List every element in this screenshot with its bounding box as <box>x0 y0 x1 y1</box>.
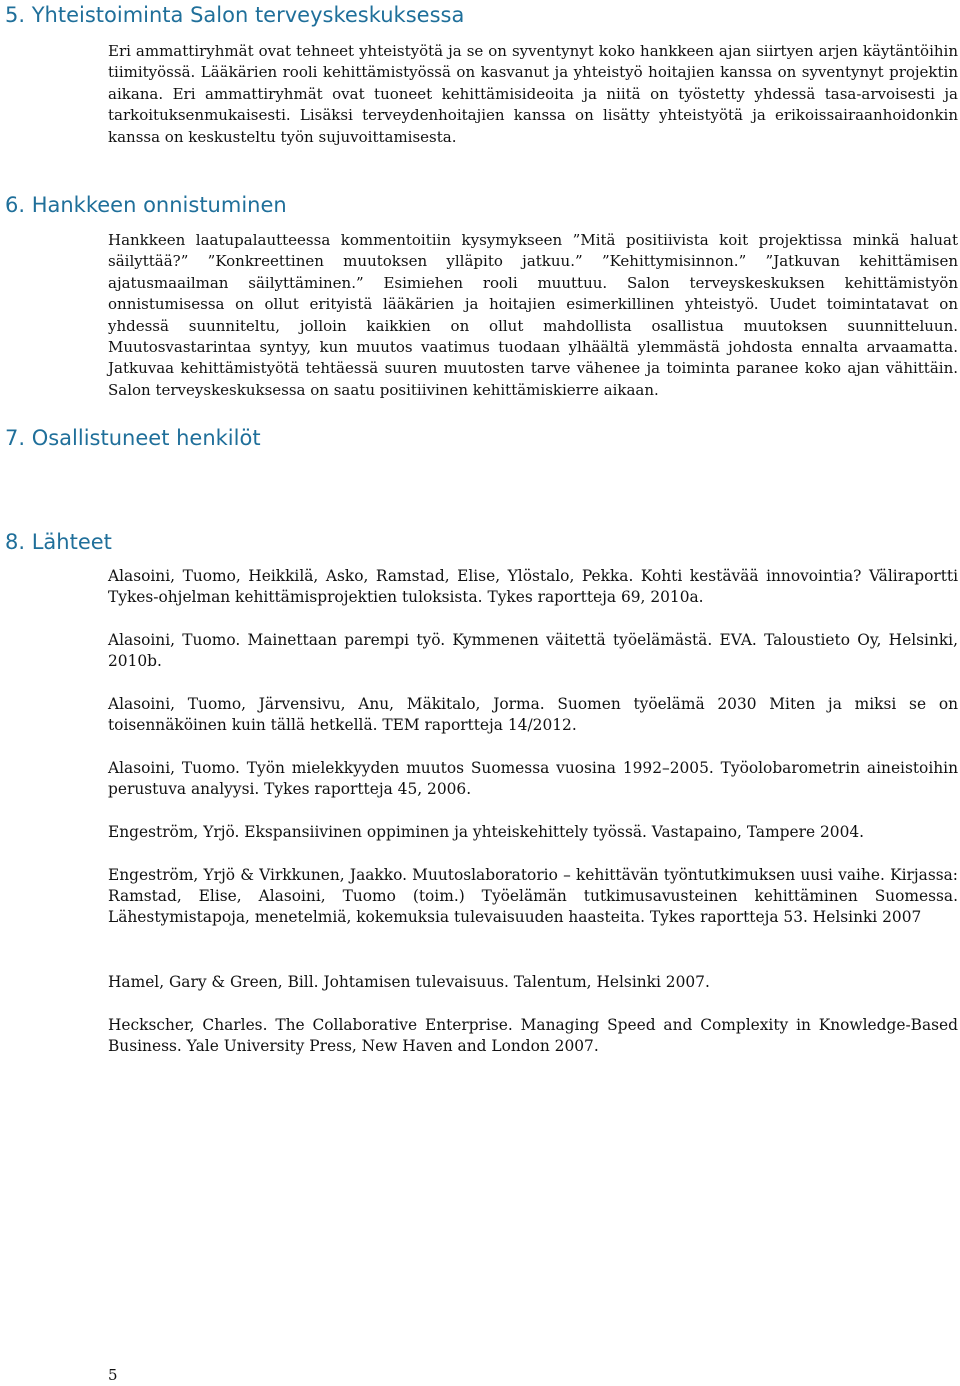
section-6-paragraph: Hankkeen laatupalautteessa kommentoitiin kysymykseen ”Mitä positiivista koit projektissa minkä haluat säilyttää?” ”Konkreettinen muutoksen ylläpito jatkuu.” ”Kehittymisinnon.” ”Jatkuvan kehittämisen ajatusmaailman säilyttäminen.” Esimiehen rooli muuttuu. Salon terveyskeskuksen kehittämistyön onnistumisessa on ollut erityistä lääkärien ja hoitajien esimerkillinen yhteistyö. Uudet toimintatavat on yhdessä suunniteltu, jolloin kaikkien on ollut mahdollista osallistua muutoksen suunnitteluun. Muutosvastarintaa syntyy, kun muutos vaatimus tuodaan ylhäältä ylemmästä johdosta ennalta arvaamatta. Jatkuvaa kehittämistyötä tehtäessä suuren muutosten tarve vähenee ja toiminta paranee koko ajan vähittäin. Salon terveyskeskuksessa on saatu positiivinen kehittämiskierre aikaan. <box>108 231 958 399</box>
page-number: 5 <box>108 1366 118 1384</box>
section-6-heading: 6. Hankkeen onnistuminen <box>5 193 287 217</box>
section-7-heading: 7. Osallistuneet henkilöt <box>5 426 261 450</box>
reference-item: Alasoini, Tuomo. Työn mielekkyyden muutos Suomessa vuosina 1992–2005. Työolobarometrin aineistoihin perustuva analyysi. Tykes raportteja 45, 2006. <box>108 759 958 799</box>
reference-item: Alasoini, Tuomo. Mainettaan parempi työ. Kymmenen väitettä työelämästä. EVA. Taloustieto Oy, Helsinki, 2010b. <box>108 631 958 671</box>
section-8-heading: 8. Lähteet <box>5 530 112 554</box>
section-5-paragraph: Eri ammattiryhmät ovat tehneet yhteistyötä ja se on syventynyt koko hankkeen ajan siirtyen arjen käytäntöihin tiimityössä. Lääkärien rooli kehittämistyössä on kasvanut ja yhteistyö hoitajien kanssa on syventynyt projektin aikana. Eri ammattiryhmät ovat tuoneet kehittämisideoita ja niitä on työstetty yhdessä tasa-arvoisesti ja tarkoituksenmukaisesti. Lisäksi terveydenhoitajien kanssa on lisätty yhteistyötä ja erikoissairaanhoidonkin kanssa on keskusteltu työn sujuvoittamisesta. <box>108 42 958 146</box>
reference-item: Engeström, Yrjö & Virkkunen, Jaakko. Muutoslaboratorio – kehittävän työntutkimuksen uusi vaihe. Kirjassa: Ramstad, Elise, Alasoini, Tuomo (toim.) Työelämän tutkimusavusteinen kehittäminen Suomessa. Lähestymistapoja, menetelmiä, kokemuksia tulevaisuuden haasteita. Tykes raportteja 53. Helsinki 2007 <box>108 866 958 927</box>
reference-item: Alasoini, Tuomo, Järvensivu, Anu, Mäkitalo, Jorma. Suomen työelämä 2030 Miten ja miksi se on toisennäköinen kuin tällä hetkellä. TEM raportteja 14/2012. <box>108 695 958 735</box>
reference-item: Heckscher, Charles. The Collaborative Enterprise. Managing Speed and Complexity in Knowledge-Based Business. Yale University Press, New Haven and London 2007. <box>108 1016 958 1056</box>
section-5-heading: 5. Yhteistoiminta Salon terveyskeskuksessa <box>5 3 465 27</box>
reference-item: Engeström, Yrjö. Ekspansiivinen oppiminen ja yhteiskehittely työssä. Vastapaino, Tampere 2004. <box>108 823 865 841</box>
reference-item: Alasoini, Tuomo, Heikkilä, Asko, Ramstad, Elise, Ylöstalo, Pekka. Kohti kestävää innovointia? Väliraportti Tykes-ohjelman kehittämisprojektien tuloksista. Tykes raportteja 69, 2010a. <box>108 567 958 607</box>
reference-item: Hamel, Gary & Green, Bill. Johtamisen tulevaisuus. Talentum, Helsinki 2007. <box>108 973 710 991</box>
